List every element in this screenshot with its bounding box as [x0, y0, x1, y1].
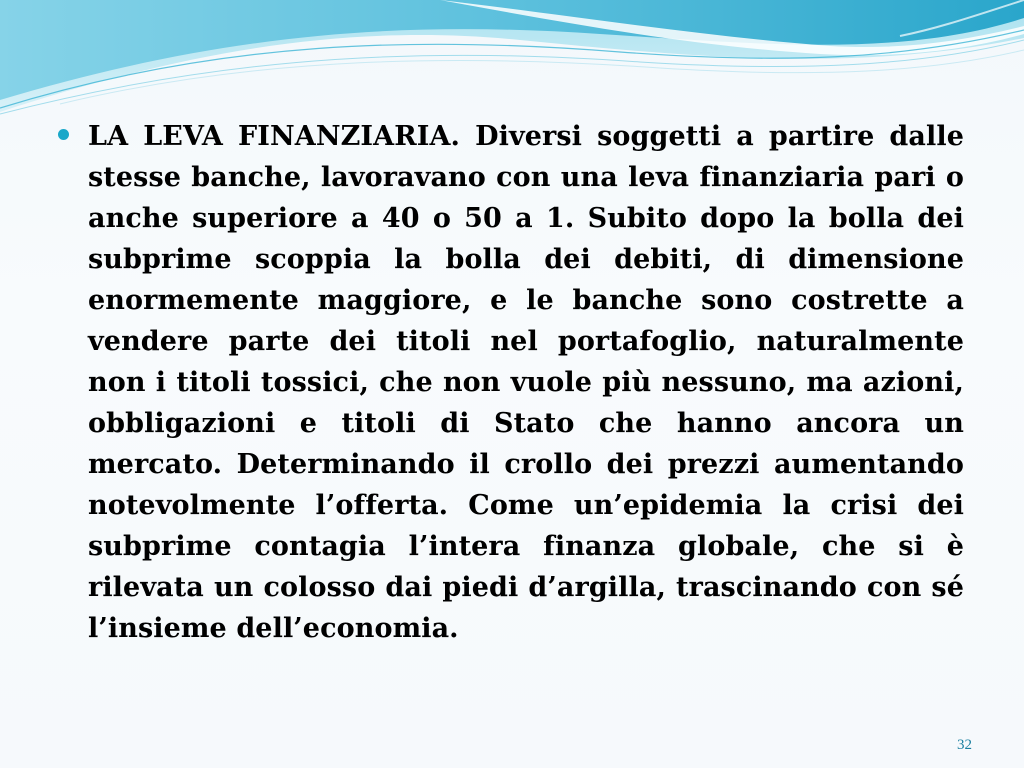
wave-header-decoration [0, 0, 1024, 120]
bullet-text: LA LEVA FINANZIARIA. Diversi soggetti a partire dalle stesse banche, lavoravano con una leva finanziaria pari o anche superiore a 40 o 50 a 1. Subito dopo la bolla dei subprime scoppia la bolla dei debiti, di dimensione enormemente maggiore, e le banche sono costrette a vendere parte dei titoli nel portafoglio, naturalmente non i titoli tossici, che non vuole più nessuno, ma azioni, obbligazioni e titoli di Stato che hanno ancora un mercato. Determinando il crollo dei prezzi aumentando notevolmente l’offerta. Come un’epidemia la crisi dei subprime contagia l’intera finanza globale, che si è rilevata un colosso dai piedi d’argilla, trascinando con sé l’insieme dell’economia. [88, 121, 964, 644]
slide-content [58, 116, 964, 649]
bullet-item [58, 116, 964, 649]
bullet-dot-icon [58, 129, 69, 140]
page-number: 32 [957, 737, 972, 753]
